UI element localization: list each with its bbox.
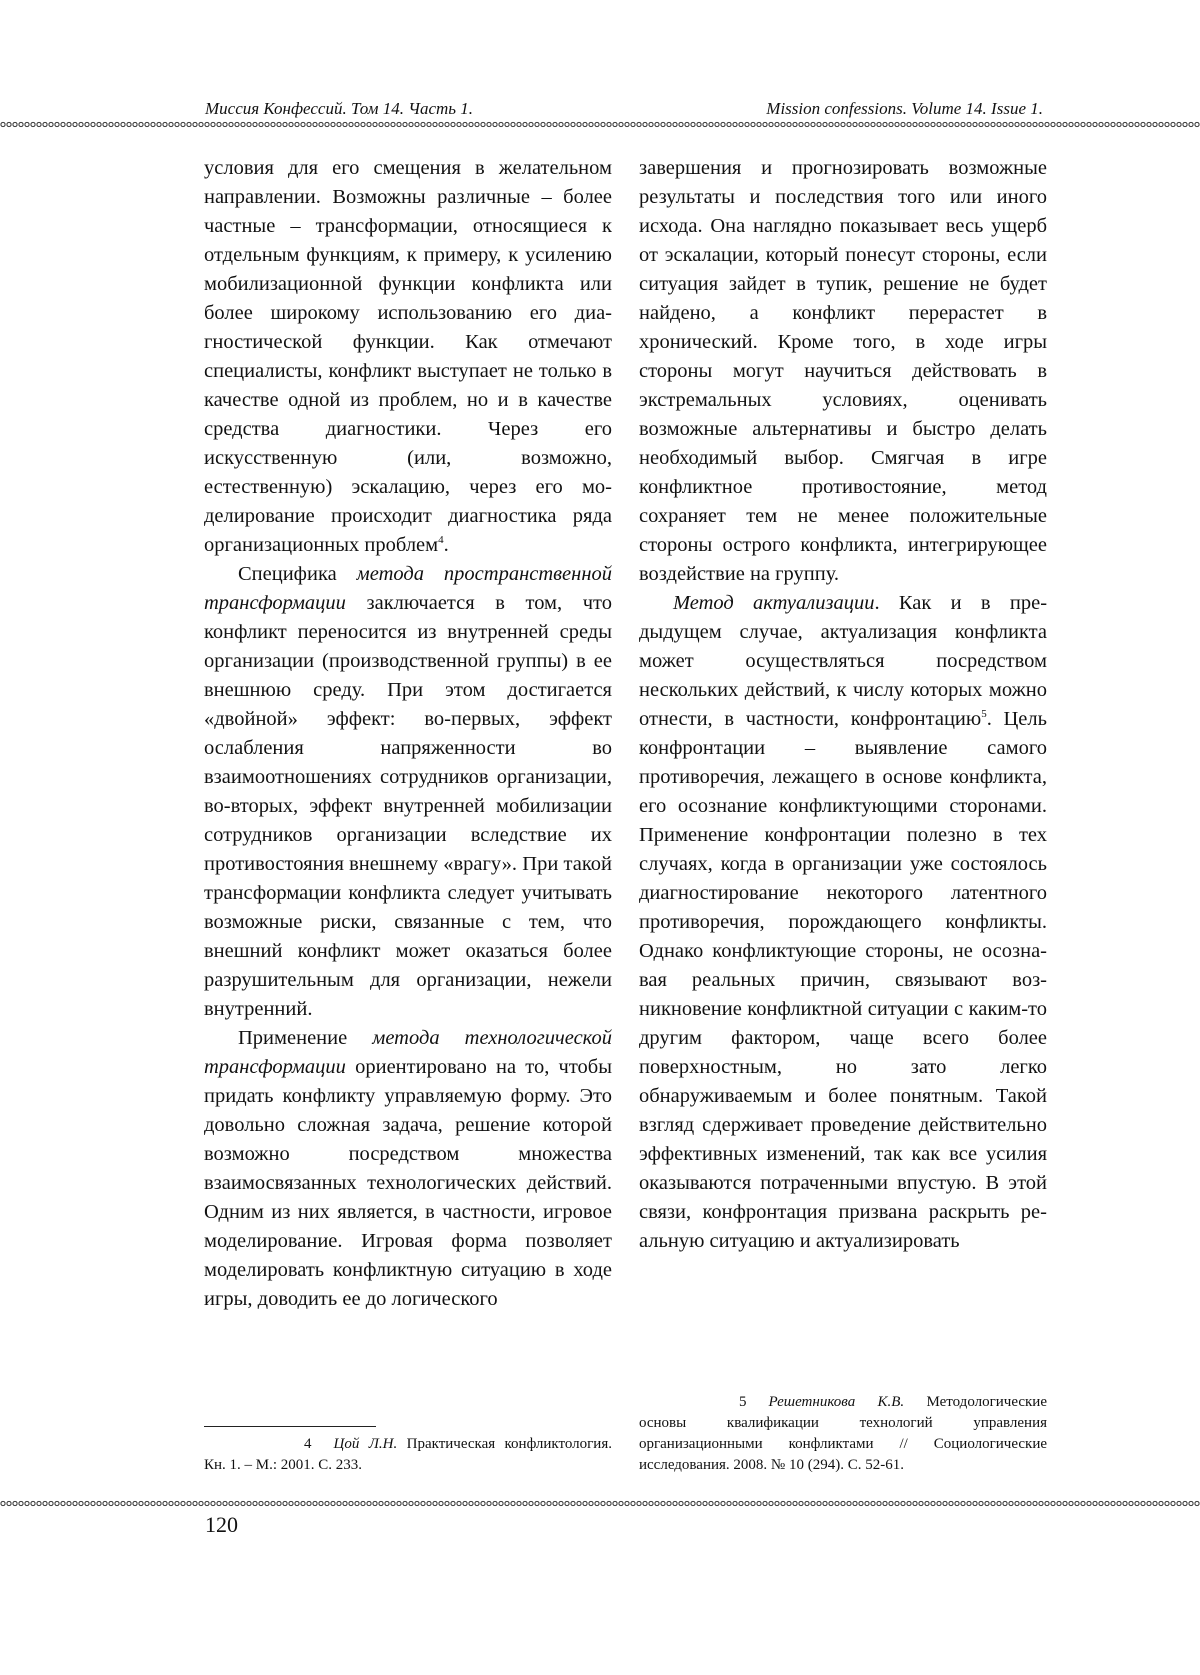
term-actualization: Метод актуализации bbox=[673, 592, 875, 614]
term-technological-transformation: метода технологической трансформации bbox=[204, 1027, 612, 1078]
ornament-divider-top bbox=[0, 120, 1200, 129]
right-column bbox=[639, 154, 1047, 1256]
paragraph-3: Применение метода технологической трансформации ориентировано на то, чтобы придать конфликту управляемую форму. Это довольно сложная задача, решение которой возможно посредством множества взаимосвязанных технологических действий. Одним из них является, в частности, игровое моделирование. Игровая форма позволяет моделировать конфликтную ситуацию в ходе игры, доводить ее до логического bbox=[204, 1027, 612, 1310]
paragraph-5: Метод актуализации. Как и в предыдущем случае, актуализация конфликта может осуществляться посредством нескольких действий, к числу которых можно отнести, в частности, конфронтацию$^5$. Цель конфронтации – выявление самого противоречия, лежащего в основе конфликта, его осознание конфликтующими сторонами. Применение конфронтации полезно в тех случаях, когда в организации уже состоялось диагностирование некоторого латентного противоречия, порождающего конфликты. Однако конфликтующие стороны, не осознавая реальных причин, связывают возникновение конфликтной ситуации с каким-то другим фактором, чаще всего более поверхностным, но зато легко обнаруживаемым и более понятным. Такой взгляд сдерживает проведение действительно эффективных изменений, так как все усилия оказываются потраченными впустую. В этой связи, конфронтация призвана раскрыть реальную ситуацию и актуализировать bbox=[639, 592, 1048, 1252]
footnote-4: 4 Цой Л.Н. Практическая конфликтология. Кн. 1. – М.: 2001. С. 233. bbox=[204, 1436, 612, 1473]
footnote-ref-4[interactable]: 4 bbox=[438, 534, 444, 547]
term-spatial-transformation: метода пространственной трансформации bbox=[204, 563, 612, 614]
paragraph-1: условия для его смещения в желательном направлении. Возможны различные – более частные – трансформации, относящиеся к отдельным функциям, к примеру, к усилению мобилизационной функции конфликта или более широкому использованию его диагностической функции. Как отмечают специалисты, конфликт выступает не только в качестве одной из проблем, но и в качестве средства диагностики. Через его искусственную (или, возможно, естественную) эскалацию, через его моделирование происходит диагностика ряда организационных проблем$^4$. bbox=[204, 157, 612, 556]
journal-title-ru: Миссия Конфессий. Том 14. Часть 1. bbox=[205, 99, 474, 118]
ornament-divider-bottom bbox=[0, 1499, 1200, 1508]
page-number: 120 bbox=[205, 1512, 238, 1537]
footnote-5: 5 Решетникова К.В. Методологические основы квалификации технологий управления организационными конфликтами // Социологические исследования. 2008. № 10 (294). С. 52-61. bbox=[639, 1394, 1047, 1473]
footnote-ref-5[interactable]: 5 bbox=[981, 708, 987, 721]
paragraph-2: Специфика метода пространственной трансформации заключается в том, что конфликт переносится из внутренней среды организации (производственной группы) в ее внешнюю среду. При этом достигается «двойной» эффект: во-первых, эффект ослабления напряженности во взаимоотношениях сотрудников организации, во-вторых, эффект внутренней мобилизации сотрудников организации вследствие их противостояния внешнему «врагу». При такой трансформации конфликта следует учитывать возможные риски, связанные с тем, что внешний конфликт может оказаться более разрушительным для организации, нежели внутренний. bbox=[204, 563, 612, 1020]
paragraph-4: завершения и прогнозировать возможные результаты и последствия того или иного исхода. Она наглядно показывает весь ущерб от эскалации, который понесут стороны, если ситуация зайдет в тупик, решение не будет найдено, а конфликт перерастет в хронический. Кроме того, в ходе игры стороны могут научиться действовать в экстремальных условиях, оценивать возможные альтернативы и быстро делать необходимый выбор. Смягчая в игре конфликтное противостояние, метод сохраняет тем не менее положительные стороны острого конфликта, интегрирующее воздействие на группу. bbox=[639, 157, 1047, 585]
journal-title-en: Mission confessions. Volume 14. Issue 1. bbox=[766, 99, 1043, 118]
left-column bbox=[204, 154, 612, 1314]
running-header bbox=[205, 96, 1043, 122]
